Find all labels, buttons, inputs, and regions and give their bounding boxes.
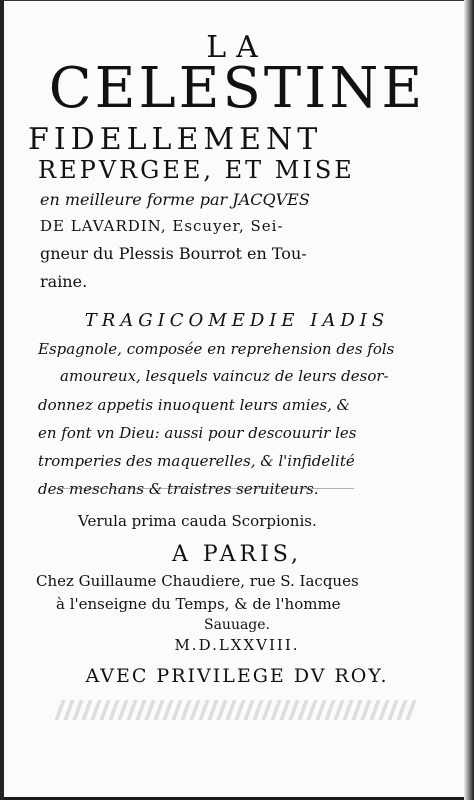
- imprint-printer: Chez Guillaume Chaudiere, rue S. Iacques: [36, 572, 359, 590]
- title-line-author-2: DE LAVARDIN, Escuyer, Sei-: [40, 217, 284, 235]
- description-line: Espagnole, composée en reprehension des fols: [38, 340, 395, 358]
- title-line-author-1: en meilleure forme par JACQVES: [40, 190, 310, 209]
- description-line: tromperies des maquerelles, & l'infidelité: [38, 452, 355, 470]
- title-main: CELESTINE: [48, 56, 426, 121]
- title-line-author-3: gneur du Plessis Bourrot en Tou-: [40, 244, 307, 263]
- description-line: amoureux, lesquels vaincuz de leurs desor-: [60, 367, 389, 385]
- imprint-sign: à l'enseigne du Temps, & de l'homme: [56, 595, 341, 613]
- description-line: des meschans & traistres seruiteurs.: [38, 480, 319, 498]
- imprint-city: A PARIS,: [171, 542, 303, 567]
- underline-mark: [54, 488, 354, 489]
- privilege-line: AVEC PRIVILEGE DV ROY.: [85, 665, 389, 687]
- title-article: LA: [206, 30, 268, 65]
- imprint-date: M.D.LXXVIII.: [174, 636, 300, 654]
- description-line: donnez appetis inuoquent leurs amies, &: [38, 396, 350, 414]
- title-line-fidellement: FIDELLEMENT: [28, 122, 323, 157]
- description-heading: TRAGICOMEDIE IADIS: [84, 310, 390, 331]
- imprint-sign-cont: Sauuage.: [203, 617, 270, 633]
- title-line-author-4: raine.: [40, 272, 88, 291]
- handwritten-annotation: [54, 700, 421, 720]
- description-line: en font vn Dieu: aussi pour descouurir les: [38, 424, 357, 442]
- title-line-repurgee: REPVRGEE, ET MISE: [38, 156, 355, 184]
- motto: Verula prima cauda Scorpionis.: [78, 512, 317, 530]
